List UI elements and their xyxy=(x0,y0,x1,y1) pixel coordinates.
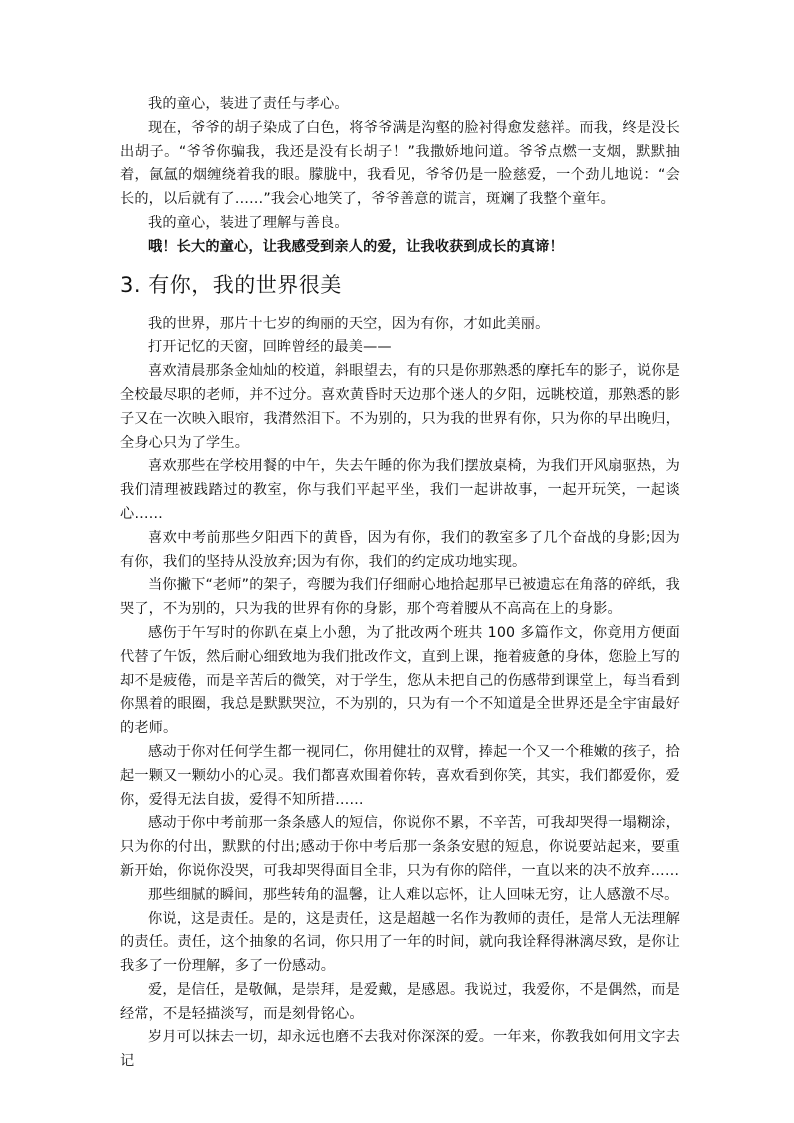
paragraph-intro-conclusion: 哦！长大的童心，让我感受到亲人的爱，让我收获到成长的真谛！ xyxy=(148,238,564,255)
paragraph-intro-3: 我的童心，装进了理解与善良。 xyxy=(148,214,349,231)
paragraph-section-2: 打开记忆的天窗，回眸曾经的最美—— xyxy=(148,339,392,356)
paragraph-section-5: 喜欢中考前那些夕阳西下的黄昏，因为有你，我们的教室多了几个奋战的身影;因为有你，我们的坚持从没放弃;因为有你，我们的约定成功地实现。 xyxy=(120,529,680,570)
paragraph-intro-1: 我的童心，装进了责任与孝心。 xyxy=(148,96,349,112)
paragraph-section-4: 喜欢那些在学校用餐的中午，失去午睡的你为我们摆放桌椅，为我们开风扇驱热，为我们清理被践踏过的教室，你与我们平起平坐，我们一起讲故事，一起开玩笑，一起谈心…… xyxy=(120,458,680,522)
paragraph-section-12: 爱，是信任，是敬佩，是崇拜，是爱戴，是感恩。我说过，我爱你，不是偶然，而是经常，不是轻描淡写，而是刻骨铭心。 xyxy=(120,981,680,1022)
paragraph-section-13: 岁月可以抹去一切，却永远也磨不去我对你深深的爱。一年来，你教我如何用文字去记 xyxy=(120,1029,680,1070)
paragraph-intro-2: 现在，爷爷的胡子染成了白色，将爷爷满是沟壑的脸衬得愈发慈祥。而我，终是没长出胡子。“爷爷你骗我，我还是没有长胡子！”我撒娇地问道。爷爷点燃一支烟，默默抽着，氤氲的烟缠绕着我的眼。朦胧中，我看见，爷爷仍是一脸慈爱，一个劲儿地说：“会长的，以后就有了……”我会心地笑了，爷爷善意的谎言，斑斓了我整个童年。 xyxy=(120,119,680,208)
paragraph-section-1: 我的世界，那片十七岁的绚丽的天空，因为有你，才如此美丽。 xyxy=(148,315,550,332)
document-page xyxy=(120,93,680,1074)
paragraph-section-9: 感动于你中考前那一条条感人的短信，你说你不累，不辛苦，可我却哭得一塌糊涂，只为你的付出，默默的付出;感动于你中考后那一条条安慰的短息，你说要站起来，要重新开始，你说你没哭，可我却哭得面目全非，只为有你的陪伴，一直以来的决不放弃…… xyxy=(120,815,680,879)
section-body xyxy=(120,313,680,1075)
paragraph-section-3: 喜欢清晨那条金灿灿的校道，斜眼望去，有的只是你那熟悉的摩托车的影子，说你是全校最尽职的老师，并不过分。喜欢黄昏时天边那个迷人的夕阳，远眺校道，那熟悉的影子又在一次映入眼帘，我潸然泪下。不为别的，只为我的世界有你，只为你的早出晚归，全身心只为了学生。 xyxy=(120,363,680,451)
section-title: 3. 有你，我的世界很美 xyxy=(120,272,342,297)
paragraph-section-10: 那些细腻的瞬间，那些转角的温馨，让人难以忘怀，让人回味无穷，让人感激不尽。 xyxy=(148,886,679,903)
paragraph-section-8: 感动于你对任何学生都一视同仁，你用健壮的双臂，捧起一个又一个稚嫩的孩子，拾起一颗又一颗幼小的心灵。我们都喜欢围着你转，喜欢看到你笑，其实，我们都爱你，爱你，爱得无法自拔，爱得不知所措…… xyxy=(120,743,680,808)
paragraph-section-11: 你说，这是责任。是的，这是责任，这是超越一名作为教师的责任，是常人无法理解的责任。责任，这个抽象的名词，你只用了一年的时间，就向我诠释得淋漓尽致，是你让我多了一份理解，多了一份感动。 xyxy=(120,910,680,975)
paragraph-section-7: 感伤于午写时的你趴在桌上小憩，为了批改两个班共 100 多篇作文，你竟用方便面代替了午饭，然后耐心细致地为我们批改作文，直到上课，拖着疲惫的身体，您脸上写的却不是疲倦，而是辛苦后的微笑，对于学生，您从未把自己的伤感带到课堂上，每当看到你黑着的眼圈，我总是默默哭泣，不为别的，只为有一个不知道是全世界还是全宇宙最好的老师。 xyxy=(120,624,680,737)
paragraph-section-6: 当你撇下“老师”的架子，弯腰为我们仔细耐心地拾起那早已被遗忘在角落的碎纸，我哭了，不为别的，只为我的世界有你的身影，那个弯着腰从不高高在上的身影。 xyxy=(120,577,680,618)
